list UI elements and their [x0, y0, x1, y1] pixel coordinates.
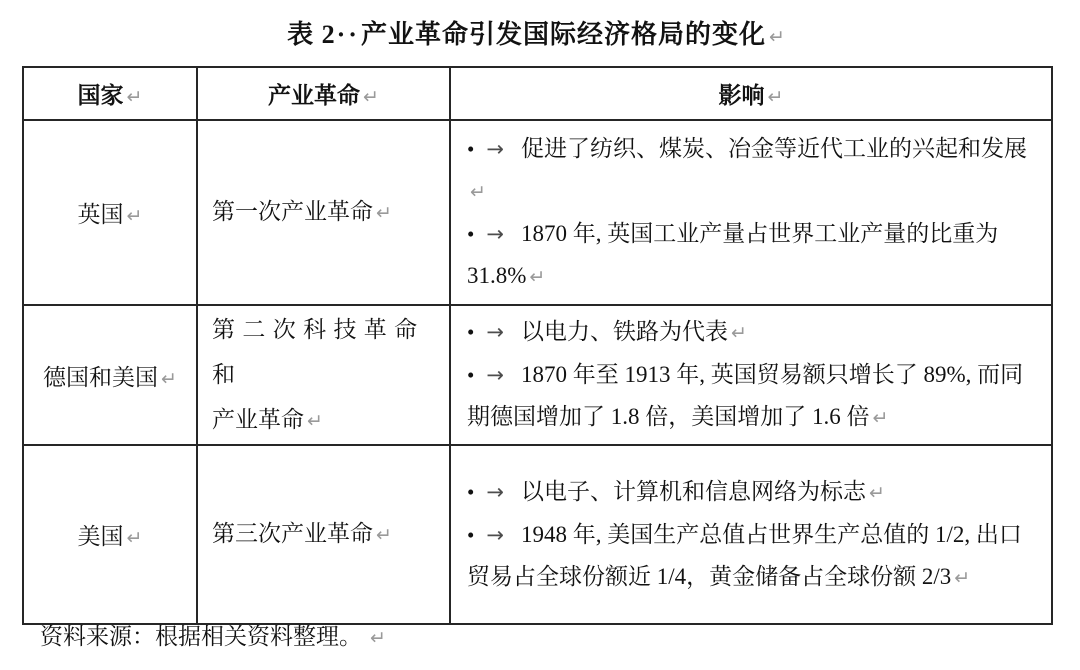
cell-impacts: [450, 120, 1052, 305]
column-header-country: [23, 67, 197, 120]
tab-arrow-icon: →: [486, 363, 504, 387]
return-mark-icon: ↵: [161, 367, 177, 390]
space-dots: ··: [336, 20, 360, 49]
return-mark-icon: ↵: [363, 86, 379, 108]
bullet-icon: •: [467, 479, 475, 504]
impact-item: [467, 311, 1039, 354]
header-row: [23, 67, 1052, 120]
cell-revolution: [197, 120, 450, 305]
impact-item: [467, 354, 1039, 439]
return-mark-icon: ↵: [126, 205, 143, 227]
impact-item: [467, 471, 1039, 514]
cell-country: [23, 120, 197, 305]
bullet-icon: •: [467, 136, 475, 161]
revolution-label: 第一次产业革命: [212, 199, 373, 224]
return-mark-icon: ↵: [376, 202, 392, 224]
return-mark-icon: ↵: [954, 566, 971, 589]
impact-item: [467, 213, 1039, 298]
bullet-icon: •: [467, 522, 475, 547]
impact-text: 1870 年至 1913 年, 英国贸易额只增长了 89%, 而同期德国增加了 1.8 倍，美国增加了 1.6 倍: [467, 362, 1024, 429]
bullet-icon: •: [467, 221, 475, 246]
tab-arrow-icon: →: [486, 320, 504, 344]
impact-item: [467, 128, 1039, 213]
tab-arrow-icon: →: [486, 221, 504, 246]
bullet-icon: •: [467, 363, 475, 387]
cell-revolution: [197, 445, 450, 624]
impact-text: 以电子、计算机和信息网络为标志: [520, 478, 866, 504]
country-label: 美国: [77, 524, 124, 549]
revolution-label: 第三次产业革命: [212, 521, 373, 546]
bullet-icon: •: [467, 320, 475, 344]
caption-text: 产业革命引发国际经济格局的变化: [360, 20, 766, 49]
revolution-label: 第二次科技革命和: [212, 316, 425, 387]
country-label: 英国: [77, 202, 124, 227]
return-mark-icon: ↵: [376, 524, 392, 546]
impact-item: [467, 514, 1039, 599]
column-header-impact: [450, 67, 1052, 120]
return-mark-icon: ↵: [307, 409, 323, 432]
return-mark-icon: ↵: [868, 481, 885, 504]
return-mark-icon: ↵: [872, 407, 889, 429]
table-row-usa: [23, 445, 1052, 624]
table-row-britain: [23, 120, 1052, 305]
revolution-label: 产业革命: [212, 406, 304, 432]
impact-text: 促进了纺织、煤炭、冶金等近代工业的兴起和发展: [520, 135, 1027, 161]
tab-arrow-icon: →: [486, 136, 504, 161]
return-mark-icon: ↵: [529, 265, 546, 288]
return-mark-icon: ↵: [767, 86, 784, 108]
return-mark-icon: ↵: [126, 527, 143, 549]
impact-text: 1870 年, 英国工业产量占世界工业产量的比重为 31.8%: [467, 220, 999, 288]
return-mark-icon: ↵: [730, 322, 747, 344]
source-note: [40, 618, 386, 651]
industrial-revolution-table: [22, 66, 1053, 625]
tab-arrow-icon: →: [486, 522, 504, 547]
header-label: 影响: [718, 83, 765, 108]
cell-impacts: [450, 305, 1052, 445]
cell-impacts: [450, 445, 1052, 624]
tab-arrow-icon: →: [486, 479, 504, 504]
country-label: 德国和美国: [43, 364, 159, 390]
return-mark-icon: ↵: [126, 86, 143, 108]
return-mark-icon: ↵: [470, 180, 486, 203]
cell-country: [23, 305, 197, 445]
impact-text: 以电力、铁路为代表: [520, 319, 728, 344]
cell-revolution: [197, 305, 450, 445]
header-label: 国家: [77, 83, 124, 108]
column-header-revolution: [197, 67, 450, 120]
caption-prefix: 表 2: [287, 20, 336, 49]
source-note-text: 资料来源：根据相关资料整理。: [40, 624, 362, 649]
return-mark-icon: ↵: [768, 26, 786, 48]
return-mark-icon: ↵: [370, 627, 386, 649]
table-caption: [22, 14, 1051, 51]
table-row-germany-usa: [23, 305, 1052, 445]
cell-country: [23, 445, 197, 624]
impact-text: 1948 年, 美国生产总值占世界生产总值的 1/2, 出口贸易占全球份额近 1/4，黄金储备占全球份额 2/3: [467, 521, 1022, 589]
header-label: 产业革命: [268, 83, 361, 108]
